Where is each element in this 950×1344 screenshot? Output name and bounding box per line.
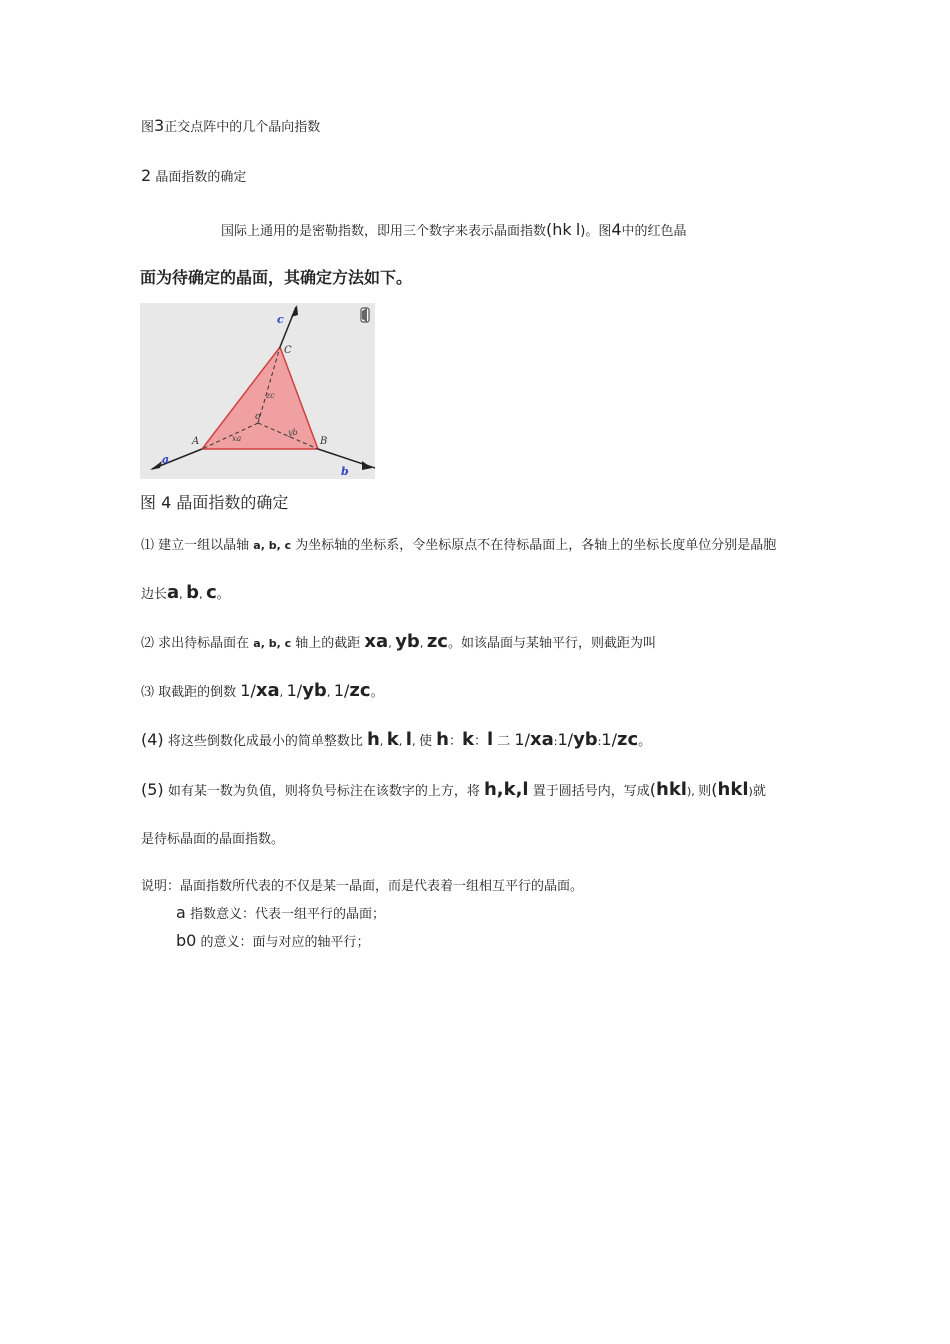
step-1-text-b: 为坐标轴的坐标系，令坐标原点不在待标晶面上，各轴上的坐标长度单位分别是晶胞: [295, 538, 777, 553]
intercept-label-yb: yb: [288, 428, 298, 437]
speaker-icon: [361, 308, 369, 322]
note-text: 说明：晶面指数所代表的不仅是某一晶面，而是代表着一组相互平行的晶面。: [141, 879, 584, 894]
step-4-text-b: 使: [418, 734, 432, 749]
intro-tail: 中的红色晶: [621, 224, 687, 239]
step-5-text-is: 就: [752, 784, 766, 799]
intercept-label-zc: zc: [266, 391, 275, 400]
note-b-text: 的意义：面与对应的轴平行；: [200, 935, 370, 950]
intro-hkl: (hk: [546, 220, 572, 239]
step-2-axes: a, b, c: [253, 637, 292, 650]
step-5-line-2: 是待标晶面的晶面指数。: [141, 832, 285, 847]
step-4-ratio-l: l: [486, 729, 494, 750]
caption-prefix: 图: [141, 120, 155, 135]
step-3-val-zc: zc: [349, 680, 371, 701]
step-1-val-b: b: [186, 582, 200, 603]
step-4-number: (4): [141, 730, 164, 749]
step-1-line-2: 边长a, b, c。: [141, 582, 230, 603]
step-4-ratio-k: k: [461, 729, 474, 750]
axis-label-c: c: [277, 313, 284, 326]
step-1-axes: a, b, c: [253, 539, 292, 552]
step-5-number: (5): [141, 780, 164, 799]
paragraph-intro: [221, 221, 687, 241]
step-4-equals: 二: [497, 734, 511, 749]
step-1-line-1: [141, 537, 776, 555]
intercept-label-xa: xa: [232, 434, 242, 443]
note-item-b: [176, 932, 370, 952]
step-1-val-a: a: [167, 582, 180, 603]
intro-fig-number: 4: [611, 220, 622, 239]
step-2-val-xa: xa: [364, 631, 389, 652]
step-5-hkl-written: hkl: [656, 779, 687, 800]
step-4-ratio-zc: zc: [616, 729, 639, 750]
step-4-text-a: 将这些倒数化成最小的简单整数比: [167, 734, 363, 749]
step-3-val-xa: xa: [255, 680, 280, 701]
step-4-k: k: [386, 729, 399, 750]
vertex-label-a: A: [192, 436, 200, 447]
note-item-a: [176, 904, 385, 924]
step-2-text-b: 轴上的截距: [295, 636, 361, 651]
step-3: ⑶ 取截距的倒数 1/xa, 1/yb, 1/zc。: [141, 680, 384, 701]
caption-text: 正交点阵中的几个晶向指数: [164, 120, 321, 135]
step-5-text-b: 置于圆括号内，写成: [532, 784, 650, 799]
step-2-val-zc: zc: [426, 631, 448, 652]
step-5-hkl: h,k,l: [483, 779, 529, 800]
step-1-end: 。: [216, 587, 230, 602]
note-b-letter: b0: [176, 931, 197, 950]
vertex-label-c: C: [284, 345, 292, 356]
axis-label-b: b: [341, 465, 349, 478]
paragraph-intro-cont: 面为待确定的晶面，其确定方法如下。: [140, 268, 413, 287]
intro-l: l: [575, 220, 581, 239]
figure-4-caption: 图 4 晶面指数的确定: [140, 493, 289, 512]
figure-4-diagram: [140, 303, 375, 479]
origin-label: o: [255, 412, 261, 422]
step-2-val-yb: yb: [395, 631, 420, 652]
step-4-h: h: [366, 729, 380, 750]
section-number: 2: [141, 166, 152, 185]
section-heading: [141, 167, 246, 187]
axis-label-a: a: [162, 453, 170, 466]
step-1-text-a: ⑴ 建立一组以晶轴: [141, 538, 250, 553]
step-4-ratio-yb: yb: [573, 729, 598, 750]
step-4-l: l: [405, 729, 412, 750]
intro-text: 国际上通用的是密勒指数，即用三个数字来表示晶面指数: [221, 224, 547, 239]
vertex-label-b: B: [320, 436, 328, 447]
step-4-ratio-xa: xa: [530, 729, 554, 750]
step-5-text-then: 则: [698, 784, 712, 799]
step-1-val-c: c: [206, 582, 217, 603]
step-5-hkl-result: hkl: [717, 779, 749, 800]
section-title: 晶面指数的确定: [155, 170, 247, 185]
step-2-text-c: 。如该晶面与某轴平行，则截距为叫: [447, 636, 656, 651]
caption-number: 3: [154, 116, 165, 135]
step-5-line-1: (5) 如有某一数为负值，则将负号标注在该数字的上方，将 h,k,l 置于圆括号内，写成(hkl), 则(hkl)就: [141, 779, 766, 800]
step-4: (4) 将这些倒数化成最小的简单整数比 h, k, l, 使 h：k：l 二 1/xa:1/yb:1/zc。: [141, 729, 652, 750]
step-3-text: ⑶ 取截距的倒数: [141, 685, 237, 700]
step-3-val-yb: yb: [302, 680, 327, 701]
note-a-letter: a: [176, 903, 186, 922]
step-5-text-a: 如有某一数为负值，则将负号标注在该数字的上方，将: [167, 784, 480, 799]
step-2-text-a: ⑵ 求出待标晶面在: [141, 636, 250, 651]
note-a-text: 指数意义：代表一组平行的晶面；: [189, 907, 385, 922]
intro-close: )。图: [580, 224, 612, 239]
step-1-text-c: 边长: [141, 587, 168, 602]
step-4-ratio-h: h: [436, 729, 449, 750]
step-2: ⑵ 求出待标晶面在 a, b, c 轴上的截距 xa, yb, zc。如该晶面与某轴平行，则截距为叫: [141, 631, 656, 652]
figure-3-caption: [141, 117, 320, 137]
